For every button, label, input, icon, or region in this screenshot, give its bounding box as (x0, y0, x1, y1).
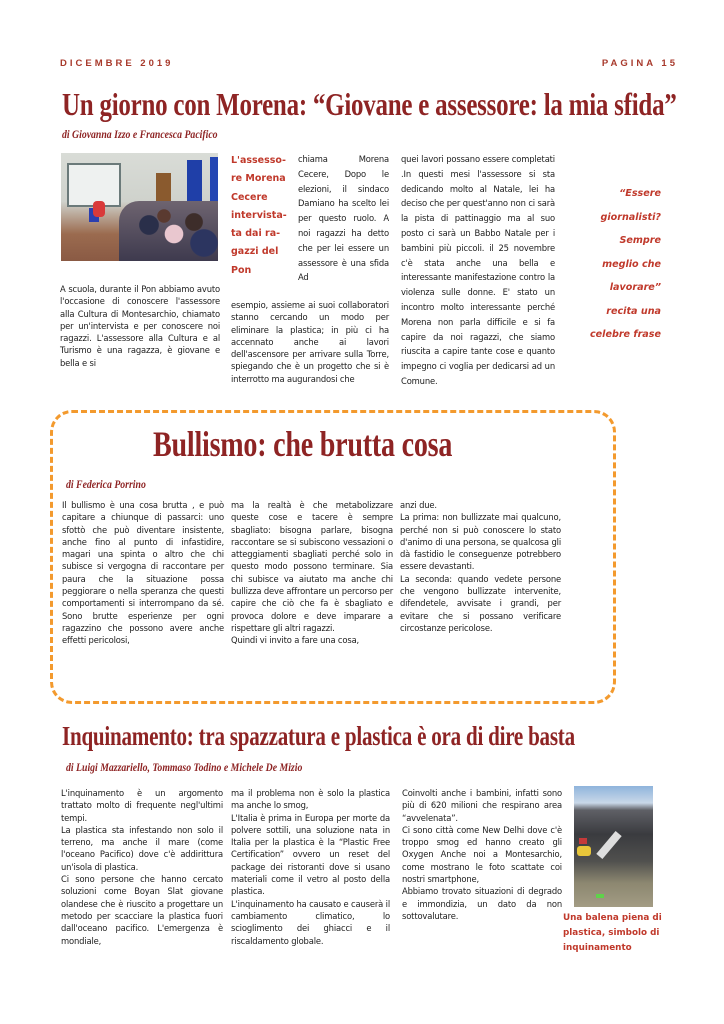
quote-line: giornalisti? (600, 211, 661, 223)
classroom-photo (61, 153, 218, 261)
caption-line: gazzi del (231, 246, 279, 258)
paragraph: ma il problema non è solo la plastica ma anche lo smog, (231, 788, 390, 811)
paragraph: L'Italia è prima in Europa per morte da polvere sottili, una soluzione nata in Italia per la plastica è la “Plastic Free Certification” ovvero un reset del package dei ristoranti dove si usano materiali come il vetro al posto della plastica. (231, 812, 390, 897)
paragraph: Ci sono persone che hanno cercato soluzioni come Boyan Slat giovane olandese che è riuscito a progettare un metodo per scacciare la plastica fuori dall'oceano pacifico. L'emergenza è mondiale, (61, 874, 223, 946)
caption-line: L'assesso- (231, 155, 286, 166)
article3-column3 (402, 787, 562, 922)
paragraph: Quindi vi invito a fare una cosa, (231, 635, 360, 646)
caption-line: inquinamento (563, 943, 632, 953)
caption-line: Cecere (231, 191, 268, 203)
paragraph: Ci sono città come New Delhi dove c'è troppo smog ed hanno creato gli Oxygen Anche noi a Montesarchio, come mostrano le foto scattate coi nostri smartphone, (402, 824, 562, 885)
issue-date: DICEMBRE 2019 (60, 58, 174, 69)
paragraph: L'inquinamento ha causato e causerà il cambiamento climatico, lo scioglimento dei ghiacci e il riscaldamento globale. (231, 898, 390, 946)
paragraph: Coinvolti anche i bambini, infatti sono più di 620 milioni che respirano area “avvelenata”. (402, 788, 562, 823)
caption-line: re Morena (231, 173, 286, 185)
article1-photo-caption (231, 152, 291, 280)
quote-line: Sempre (619, 235, 661, 246)
page-number: PAGINA 15 (601, 58, 678, 69)
quote-line: “Essere (619, 188, 661, 199)
quote-line: celebre frase (589, 329, 661, 340)
article1-column2-top: chiama Morena Cecere, Dopo le elezioni, il sindaco Damiano ha scelto lei per questo ruolo. A noi ragazzi ha detto che per lei essere un assessore è una sfida Ad (298, 154, 389, 283)
quote-line: recita una (606, 305, 661, 317)
article2-title: Bullismo: che brutta cosa (153, 424, 453, 464)
caption-line: plastica, simbolo di (563, 928, 660, 938)
paragraph: anzi due. (400, 500, 437, 510)
caption-line: intervista- (231, 209, 287, 221)
article2-column2 (231, 499, 393, 647)
article1-title: Un giorno con Morena: “Giovane e assessore: la mia sfida” (62, 86, 677, 122)
caption-line: Una balena piena di (563, 913, 662, 923)
article1-column1: A scuola, durante il Pon abbiamo avuto l'occasione di conoscere l'assessore alla Cultura di Montesarchio, chiamato per un'intervista e per conoscere noi ragazzi. L'assessore alla Cultura e al Turismo è una ragazza, è giovane e bella e si (60, 284, 220, 368)
caption-line: ta dai ra- (231, 228, 281, 240)
caption-line: Pon (231, 264, 252, 276)
paragraph: L'inquinamento è un argomento trattato molto di frequente negl'ultimi tempi. (61, 788, 223, 823)
article3-column1 (61, 787, 223, 947)
paragraph: ma la realtà è che metabolizzare queste cose e tacere è sempre sbagliato: bisogna parlare, bisogna raccontare se si subiscono vessazioni o atteggiamenti sbagliati perché solo in questo modo possono terminare. Sia chi subisce va aiutato ma anche chi bullizza deve affrontare un percorso per capire che ciò che fa è sbagliato e provoca dolore e deve imparare a rispettare gli altri ragazzi. (231, 500, 393, 633)
article3-title: Inquinamento: tra spazzatura e plastica è ora di dire basta (62, 721, 575, 751)
quote-line: meglio che (602, 258, 661, 270)
article2-column1: Il bullismo è una cosa brutta , e può capitare a chiunque di passarci: uno sfottò che può diventare insistente, anche fino al punto di infastidire, magari una spinta o altro che chi subisce si vergogna di raccontare per paura che la situazione possa peggiorare o nella speranza che questi comportamenti si interrompano da sé. Sono brutte esperienze per ogni ragazzino che possono avere anche effetti pericolosi, (62, 500, 224, 646)
paragraph: La plastica sta infestando non solo il terreno, ma anche il mare (come l'oceano Pacifico) dove c'è addirittura un'isola di plastica. (61, 824, 223, 872)
article3-column2 (231, 787, 390, 947)
article3-photo-caption (563, 911, 673, 956)
paragraph: Abbiamo trovato situazioni di degrado e immondizia, un dato da non sottovalutare. (402, 886, 562, 921)
article2-column3 (400, 499, 561, 634)
article1-byline: di Giovanna Izzo e Francesca Pacifico (62, 129, 218, 141)
article2-byline: di Federica Porrino (66, 479, 146, 491)
article1-column2-bottom: esempio, assieme ai suoi collaboratori stanno cercando un modo per eliminare la plastica; in più ci ha accennato anche ai lavori dell'ascensore per arrivare sulla Torre, spiegando che è un progetto che si è interrotto ma augurandosi che (231, 300, 389, 384)
article3-byline: di Luigi Mazzariello, Tommaso Todino e Michele De Mizio (66, 762, 303, 774)
paragraph: La prima: non bullizzate mai qualcuno, perché non si può conoscere lo stato d'animo di una persona, se qualcosa gli dà fastidio le conseguenze potrebbero essere devastanti. (400, 512, 561, 572)
quote-line: lavorare” (609, 282, 661, 293)
pull-quote (560, 182, 661, 347)
article1-column3: quei lavori possano essere completati .In questi mesi l'assessore si sta dedicando molto al Natale, lei ha deciso che per quest'anno non ci sarà la pista di pattinaggio ma al suo posto ci sarà un Babbo Natale per i bambini più piccoli. il 25 novembre c'è stata anche una bella e interessante manifestazione contro la violenza sulle donne. E' stato un incontro molto interessante perché Morena non parla difficile e si fa capire da noi ragazzi, che siamo riuscita a capire tante cose e quanto impegno ci voglia per dedicarsi ad un Comune. (401, 154, 555, 386)
whale-photo (574, 786, 653, 907)
paragraph: La seconda: quando vedete persone che vengono bullizzate intervenite, difendetele, avvisate i grandi, per evitare che si possano verificare circostanze pericolose. (400, 573, 561, 633)
